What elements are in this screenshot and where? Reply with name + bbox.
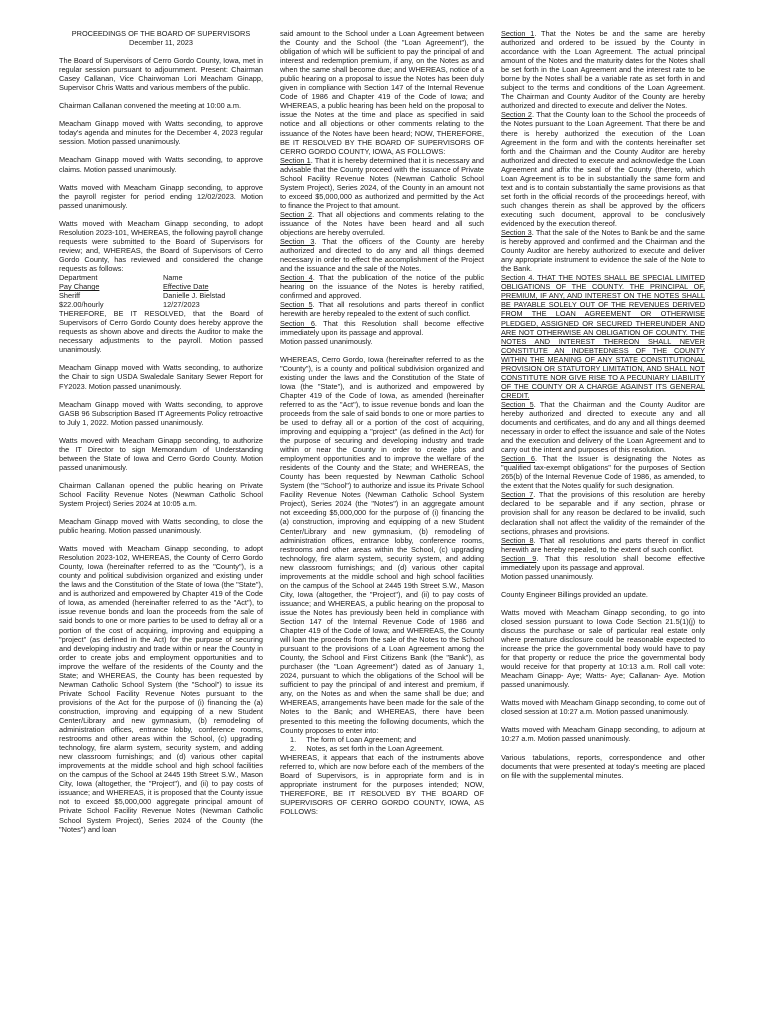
- convened-paragraph: Chairman Callanan convened the meeting at 10:00 a.m.: [59, 101, 242, 111]
- meeting-paragraph: The Board of Supervisors of Cerro Gordo County, Iowa, met in regular session pursuant to adjournment. Present: Chairman Casey Callanan, Vice Chairwoman Lori Meacham Ginapp, Supervisor Chris Watts and various members of the public.: [59, 56, 263, 93]
- resolution-102-paragraph: Watts moved with Meacham Ginapp seconding, to adopt Resolution 2023-102, WHEREAS, the County of Cerro Gordo County, Iowa (hereinafter referred to as the "County"), is a county and political subdivision organized and existing under the laws and the Constitution of the State of Iowa (the "State"), and is authorized and empowered by Chapter 419 of the Code of Iowa, as amended (hereinafter referred to as the "Act"), to issue revenue bonds and loan the proceeds from the sale of said bonds to one or more parties to be used to defray all or a portion of the cost of acquiring, improving and equipping a "project" (as defined in the Act) for the purpose of securing and developing industry and trade within or near the County in order to create jobs and employment opportunities and to improve the welfare of the residents of the County and the State; and WHEREAS, the County has been requested by Newman Catholic School System (the "School") to issue its Private School Facility Revenue Notes pursuant to the provisions of the Act for the purpose of (i) financing the (a) construction, improving and equipping of a new Student Center/Library and new gymnasium, (b) remodeling of administration offices, entrance lobby, conference rooms, restrooms and other areas within the School, (c) upgrading technology, fire alarm system, security system, and adding new classroom furnishings; and (d) various other capital improvements at the middle school and high school facilities on the campus of the School at 2445 19th Street S.W., Mason City, Iowa (altogether, the "Project"), and (ii) to pay costs of issuance; and WHEREAS, it is proposed that the County issue not to exceed $5,000,000 aggregate principal amount of Private School Facility Revenue Notes (Newman Catholic School System Project), Series 2024 of the County (the "Notes") and loan: [59, 544, 263, 834]
- engineer-paragraph: County Engineer Billings provided an update.: [501, 589, 648, 599]
- whereas-paragraph: WHEREAS, Cerro Gordo, Iowa (hereinafter referred to as the "County"), is a county and political subdivision organized and existing under the laws and the Constitution of the State of Iowa (the "State"), and is authorized and empowered by Chapter 419 of the Code of Iowa, as amended (hereinafter referred to as the "Act"), to issue revenue bonds and loan the proceeds from the sale of said bonds to one or more parties to be used to defray all or a portion of the cost of acquiring, improving and equipping a "project" (as defined in the Act) for the purpose of securing and developing industry and trade within or near the County in order to create jobs and employment opportunities and to improve the welfare of the residents of the County and the State; and WHEREAS, the County has been requested by Newman Catholic School System (the "School") to authorize and issue its Private School Facility Revenue Notes (Newman Catholic School System Project), Series 2024 (the "Notes") in an aggregate amount not exceeding $5,000,000 for the purpose of (i) financing the (a) construction, improving and equipping of a new Student Center/Library and new gymnasium, (b) remodeling of administration offices, entrance lobby, conference rooms, restrooms and other areas within the School, (c) upgrading technology, fire alarm system, security system, and adding new classroom furnishings; and (d) various other capital improvements at the middle school and high school facilities on the campus of the School at 2445 19th Street S.W., Mason City, Iowa (altogether, the "Project"), and (ii) to pay costs of issuance; and WHEREAS, a public hearing on the proposal to issue the Notes has previously been held in compliance with Section 147 of the Internal Revenue Code of 1986 and Chapter 419 of the Code of Iowa; and WHEREAS, the County will loan the proceeds from the sale of the Notes to the School pursuant to the provisions of a Loan Agreement among the County, the School and First Citizens Bank (the "Bank"), as purchaser (the "Loan Agreement") dated as of January 1, 2024, pursuant to which the obligations of the School will be sufficient to pay the principal of and interest and premium, if any, on the Notes as and when the same shall be due; and WHEREAS, arrangements have been made for the sale of the Notes to the Bank; and WHEREAS, there have been presented to this meeting the following documents, which the County proposes to enter into:: [280, 354, 485, 735]
- resolution-101-paragraph: Watts moved with Meacham Ginapp seconding, to adopt Resolution 2023-101, WHEREAS, the following payroll change requests were submitted to the Board of Supervisors for review; and, WHEREAS, the Board of Supervisors of Cerro Gordo County, has reviewed and considered the change requests as follows:: [59, 218, 263, 273]
- claims-paragraph: Meacham Ginapp moved with Watts seconding, to approve claims. Motion passed unanimously.: [59, 155, 263, 174]
- whereas-instruments-paragraph: WHEREAS, it appears that each of the instruments above referred to, which are now before each of the members of the Board of Supervisors, is in appropriate form and is in appropriate instrument for the purposes intended; NOW, THEREFORE, BE IT RESOLVED BY THE BOARD OF SUPERVISORS OF CERRO GORDO COUNTY, IOWA, AS FOLLOWS:: [280, 752, 484, 816]
- section-1-paragraph: Section 1. That it is hereby determined that it is necessary and advisable that the County proceed with the issuance of Private School Facility Revenue Notes (Newman Catholic School System Project), Series 2024, of the County in an amount not to exceed $5,000,000 as authorized and permitted by the Act to finance the Project to that amount.: [280, 155, 484, 210]
- payroll-table-row: Pay Change Effective Date: [59, 282, 209, 292]
- section-2-paragraph: Section 2. That all objections and comments relating to the issuance of the Notes have been heard and all such objections are hereby overruled.: [280, 209, 484, 238]
- usda-paragraph: Meacham Ginapp moved with Watts seconding, to authorize the Chair to sign USDA Swaledale Sanitary Sewer Report for FY2023. Motion passed unanimously.: [59, 363, 263, 391]
- list-item: 1. The form of Loan Agreement; and: [290, 734, 417, 744]
- section-4-paragraph: Section 4. That the publication of the notice of the public hearing on the issuance of the Notes is hereby ratified, confirmed and approved.: [280, 273, 484, 301]
- adjourn-paragraph: Watts moved with Meacham Ginapp seconding, to adjourn at 10:27 a.m. Motion passed unanimously.: [501, 725, 705, 744]
- section-5-paragraph: Section 5. That the Chairman and the County Auditor are hereby authorized and directed to execute any and all documents and certificates, and do any and all things deemed necessary in order to effect the issuance and sale of the Notes and the execution and delivery of the Loan Agreement and to carry out the intent and purposes of this resolution.: [501, 399, 705, 455]
- meeting-date: December 11, 2023: [129, 38, 193, 48]
- therefore-paragraph: THEREFORE, BE IT RESOLVED, that the Board of Supervisors of Cerro Gordo County does hereby approve the requests as shown above and directs the Auditor to make the necessary adjustments to the payroll. Motion passed unanimously.: [59, 309, 263, 355]
- out-of-closed-session-paragraph: Watts moved with Meacham Ginapp seconding, to come out of closed session at 10:27 a.m. Motion passed unanimously.: [501, 698, 705, 717]
- motion-passed: Motion passed unanimously.: [280, 336, 373, 346]
- agenda-paragraph: Meacham Ginapp moved with Watts seconding, to approve today's agenda and minutes for the December 4, 2023 regular session. Motion passed unanimously.: [59, 119, 263, 147]
- payroll-paragraph: Watts moved with Meacham Ginapp seconding, to approve the payroll register for period ending 12/02/2023. Motion passed unanimously.: [59, 182, 263, 210]
- gasb-paragraph: Meacham Ginapp moved with Watts seconding, to approve GASB 96 Subscription Based IT Agreements Policy retroactive to July 1, 2022. Motion passed unanimously.: [59, 399, 263, 427]
- section-1-paragraph: Section 1. That the Notes be and the same are hereby authorized and ordered to be issued by the County in accordance with the Loan Agreement. The actual principal amount of the Notes and the maturity dates for the Notes shall be set forth in the Loan Agreement and the interest rate to be borne by the Notes shall be a variable rate as set forth in and subject to the terms and conditions of the Loan Agreement. The Chairman and County Auditor of the County are hereby authorized and directed to execute and deliver the Notes.: [501, 29, 705, 111]
- section-8-paragraph: Section 8. That all resolutions and parts thereof in conflict herewith are hereby repealed, to the extent of such conflict.: [501, 535, 705, 554]
- documents-list: [280, 735, 484, 753]
- hearing-open-paragraph: Chairman Callanan opened the public hearing on Private School Facility Revenue Notes (Newman Catholic School System Project) Series 2024 at 10:05 a.m.: [59, 480, 263, 508]
- section-6-paragraph: Section 6. That this Resolution shall become effective immediately upon its passage and approval.: [280, 318, 484, 337]
- payroll-table-row: Sheriff Danielle J. Bielstad: [59, 291, 226, 301]
- list-item: 2. Notes, as set forth in the Loan Agreement.: [290, 743, 444, 753]
- column-1: [59, 29, 263, 843]
- section-7-paragraph: Section 7. That the provisions of this resolution are hereby declared to be separable and if any section, phrase or provision shall for any reason be declared to be invalid, such declaration shall not affect the validity of the remainder of the sections, phrases and provisions.: [501, 490, 705, 536]
- section-3-paragraph: Section 3. That the sale of the Notes to Bank be and the same is hereby approved and confirmed and the Chairman and the County Auditor are hereby authorized to execute and deliver any appropriate instrument to evidence the sale of the Note to the Bank.: [501, 228, 705, 274]
- proceedings-heading: PROCEEDINGS OF THE BOARD OF SUPERVISORS: [71, 29, 251, 38]
- column-3: [501, 29, 705, 789]
- payroll-table-row: Department Name: [59, 272, 183, 282]
- section-4-paragraph: Section 4. THAT THE NOTES SHALL BE SPECIAL LIMITED OBLIGATIONS OF THE COUNTY. THE PRINCIPAL OF, PREMIUM, IF ANY, AND INTEREST ON THE NOTES SHALL BE PAYABLE SOLELY OUT OF THE REVENUES DERIVED FROM THE LOAN AGREEMENT OR OTHERWISE PLEDGED, ASSIGNED OR SECURED THEREUNDER AND ARE NOT OTHERWISE AN OBLIGATION OF COUNTY. THE NOTES AND INTEREST THEREON SHALL NEVER CONSTITUTE AN INDEBTEDNESS OF THE COUNTY WITHIN THE MEANING OF ANY STATE CONSTITUTIONAL PROVISION OR STATUTORY LIMITATION, AND SHALL NOT CONSTITUTE NOR GIVE RISE TO A PECUNIARY LIABILITY OF THE COUNTY OR A CHARGE AGAINST ITS GENERAL CREDIT.: [501, 273, 705, 400]
- payroll-table-row: $22.00/hourly 12/27/2023: [59, 300, 200, 310]
- it-mou-paragraph: Watts moved with Meacham Ginapp seconding, to authorize the IT Director to sign Memorandum of Understanding between the State of Iowa and Cerro Gordo County. Motion passed unanimously.: [59, 435, 263, 472]
- section-5-paragraph: Section 5. That all resolutions and parts thereof in conflict herewith are hereby repealed to the extent of such conflict.: [280, 300, 484, 319]
- section-6-paragraph: Section 6. That the Issuer is designating the Notes as "qualified tax-exempt obligations" for the purposes of Section 265(b) of the Internal Revenue Code of 1986, as amended, to the extent that the Notes qualify for such designation.: [501, 454, 705, 491]
- hearing-close-paragraph: Meacham Ginapp moved with Watts seconding, to close the public hearing. Motion passed unanimously.: [59, 517, 263, 536]
- motion-passed: Motion passed unanimously.: [501, 571, 594, 581]
- closed-session-paragraph: Watts moved with Meacham Ginapp seconding, to go into closed session pursuant to Iowa Code Section 21.5(1)(j) to discuss the purchase or sale of particular real estate only where premature disclosure could be reasonable expected to increase the price the governmental body would have to pay for that property or reduce the price the governmental body would receive for that property at 10:13 a.m. Roll call vote: Meacham Ginapp- Aye; Watts- Aye; Callanan- Aye. Motion passed unanimously.: [501, 607, 705, 690]
- section-2-paragraph: Section 2. That the County loan to the School the proceeds of the Notes pursuant to the Loan Agreement. That there be and there is hereby authorized the execution of the Loan Agreement in the form and with the contents hereinafter set forth and the Chairman and the County Auditor are hereby authorized and directed to execute and acknowledge the Loan Agreement and affix the seal of the County (thereto, which Loan Agreement is to be in substantially the same form and text and is to contain substantially the same provisions as that set forth in the official records of the proceedings hereof, with such changes therein as shall be approved by the officers executing such document, approval to be conclusively evidenced by the execution thereof.: [501, 110, 705, 228]
- column-2: [280, 29, 484, 816]
- supplemental-documents-paragraph: Various tabulations, reports, correspondence and other documents that were presented at today's meeting are placed on file with the supplemental minutes.: [501, 752, 705, 780]
- loan-continuation-paragraph: said amount to the School under a Loan Agreement between the County and the School (the "Loan Agreement"), the obligation of which will be sufficient to pay the principal of and interest and redemption premium, if any, on the Notes as and when the same shall become due; and WHEREAS, notice of a public hearing on a proposal to issue the Notes has been duly given in compliance with Section 147 of the Internal Revenue Code of 1986 and Chapter 419 of the Code of Iowa; and WHEREAS, a public hearing has been held on the proposal to issue the Notes at the time and place as specified in said notice and all objections or other comments relating to the issuance of the Notes have been heard; NOW, THEREFORE, BE IT RESOLVED BY THE BOARD OF SUPERVISORS OF CERRO GORDO COUNTY, IOWA, AS FOLLOWS:: [280, 29, 484, 156]
- section-3-paragraph: Section 3. That the officers of the County are hereby authorized and directed to do any and all things deemed necessary in order to effect the accomplishment of the Project and the issuance and the sale of the Notes.: [280, 237, 484, 274]
- section-9-paragraph: Section 9. That this resolution shall become effective immediately upon its passage and approval.: [501, 553, 705, 572]
